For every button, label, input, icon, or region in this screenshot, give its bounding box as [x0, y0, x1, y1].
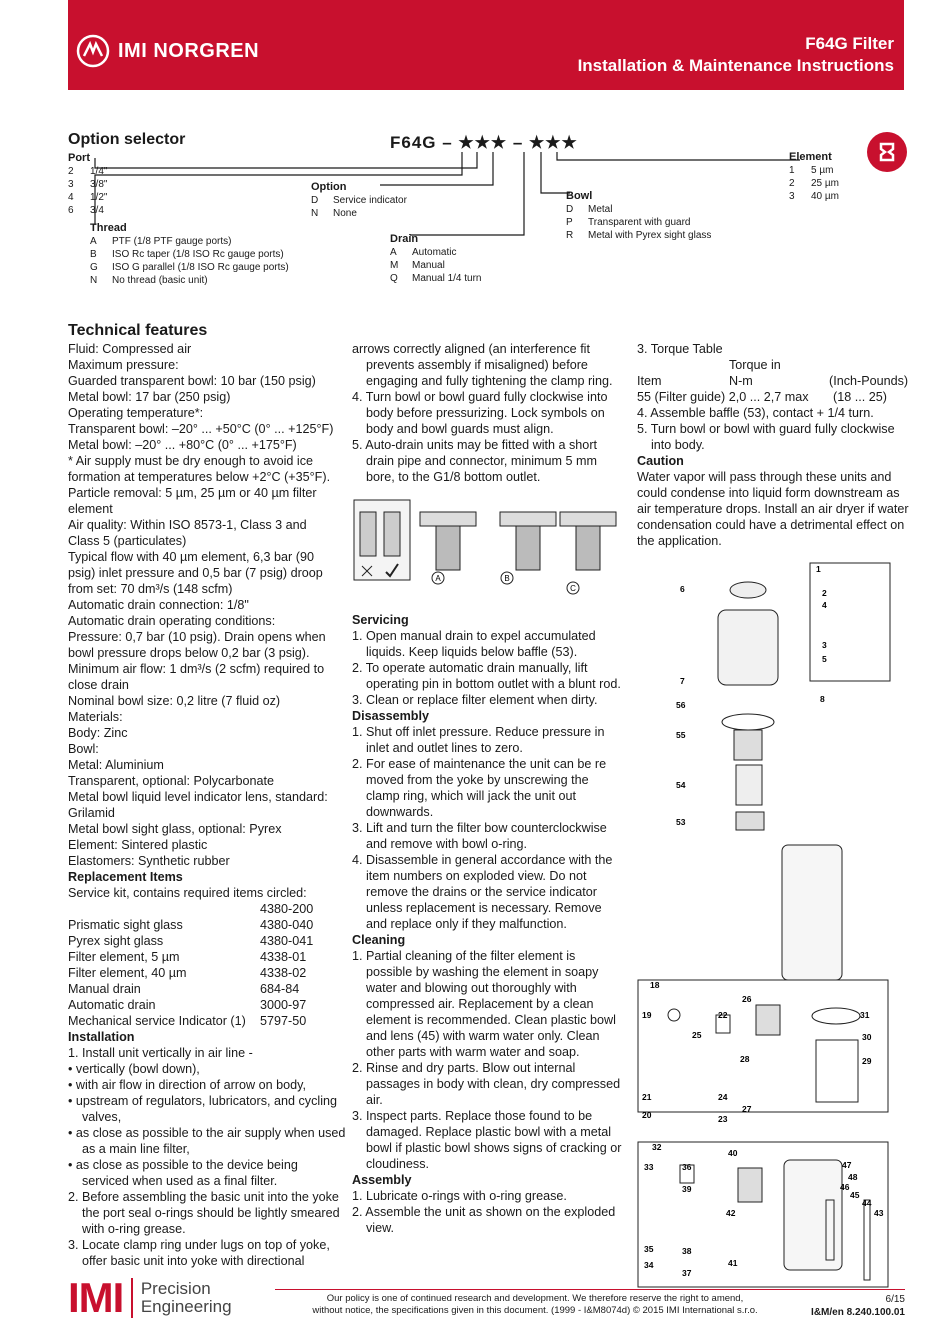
thread-desc: ISO G parallel (1/8 ISO Rc gauge ports) [112, 262, 289, 273]
torque-step: 5. Turn bowl or bowl with guard fully clockwise into body. [637, 422, 895, 452]
thread-desc: ISO Rc taper (1/8 ISO Rc gauge ports) [112, 249, 284, 260]
imi-tagline [141, 1280, 232, 1316]
callout-32: 32 [652, 1142, 662, 1152]
port-code: 3 [68, 179, 74, 190]
tech-line: Body: Zinc [68, 726, 128, 740]
callout-2: 2 [822, 588, 827, 598]
caution-text: Water vapor will pass through these units and could condense into liquid form downstream as air temperature drops. Install an air dryer if water condensation could have a detrimental effect on the application. [637, 470, 909, 548]
port-group [68, 152, 107, 217]
assembly-step: 2. Assemble the unit as shown on the exploded view. [352, 1205, 616, 1235]
replacement-item-row [68, 917, 348, 933]
item-number: 684-84 [260, 982, 300, 996]
item-number: 4380-041 [260, 934, 314, 948]
figure-label-a: A [435, 574, 441, 583]
tech-line: Fluid: Compressed air [68, 342, 192, 356]
torque-row-value: (18 ... 25) [833, 390, 887, 404]
installation-step: 2. Before assembling the basic unit into the yoke the port seal o-rings should be lightly smeared with o-ring grease. [68, 1190, 340, 1236]
service-kit-text: Service kit, contains required items circled: [68, 886, 307, 900]
installation-step: • as close as possible to the air supply when used as a main line filter, [68, 1126, 346, 1156]
tech-lines [68, 341, 348, 869]
element-desc: 40 µm [811, 191, 839, 202]
option-selector-heading: Option selector [68, 131, 186, 148]
installation-step: arrows correctly aligned (an interference fit prevents assembly if misaligned) before engaging and fully tightening the clamp ring. [352, 342, 613, 388]
callout-48: 48 [848, 1172, 858, 1182]
callout-41: 41 [728, 1258, 738, 1268]
callout-37: 37 [682, 1268, 692, 1278]
servicing-heading: Servicing [352, 613, 409, 627]
thread-group [90, 222, 289, 287]
item-number: 4338-01 [260, 950, 307, 964]
footer-rule [275, 1289, 905, 1290]
middle-column [352, 341, 624, 485]
cleaning-step: 1. Partial cleaning of the filter element is possible by washing the element in soapy water and blowing out thoroughly with compressed air. Replacement by a clean element is recommended. Clean plastic bowl and lens (45) with warm water only. Clean other parts with warm water and soap. [352, 949, 616, 1059]
servicing-step: 1. Open manual drain to expel accumulated liquids. Keep liquids below baffle (53). [352, 629, 596, 659]
tech-line: Nominal bowl size: 0,2 litre (7 fluid oz) [68, 694, 281, 708]
replacement-item-row [68, 949, 348, 965]
bowl-desc: Metal with Pyrex sight glass [588, 230, 712, 241]
callout-44: 44 [862, 1198, 872, 1208]
callout-47: 47 [842, 1160, 852, 1170]
assembly-heading: Assembly [352, 1173, 412, 1187]
bowl-desc: Metal [588, 204, 613, 215]
title-line-2: Installation & Maintenance Instructions [577, 56, 894, 75]
item-name: Filter element, 40 µm [68, 966, 187, 980]
tech-line: Pressure: 0,7 bar (10 psig). Drain opens when [68, 630, 326, 644]
disassembly-steps [352, 724, 624, 932]
callout-6: 6 [680, 584, 685, 594]
footer-docinfo [811, 1293, 905, 1319]
port-size: 1/2" [90, 192, 108, 203]
item-name: Mechanical service Indicator (1) [68, 1014, 246, 1028]
tech-line: Metal bowl: –20° ... +80°C (0° ... +175°F) [68, 438, 297, 452]
callout-19: 19 [642, 1010, 652, 1020]
brand-name: IMI NORGREN [118, 39, 260, 62]
callout-31: 31 [860, 1010, 870, 1020]
callout-7: 7 [680, 676, 685, 686]
torque-table-header [637, 373, 909, 389]
drain-code: M [390, 260, 399, 271]
callout-27: 27 [742, 1104, 752, 1114]
assembly-steps [352, 1188, 624, 1236]
tech-line: Elastomers: Synthetic rubber [68, 854, 230, 868]
thread-code: N [90, 275, 98, 286]
cleaning-steps [352, 948, 624, 1172]
technical-features-heading: Technical features [68, 322, 208, 339]
drain-desc: Automatic [412, 247, 457, 258]
option-desc: Service indicator [333, 195, 407, 206]
option-desc: None [333, 208, 357, 219]
tech-line: close drain [68, 678, 129, 692]
bowl-group [566, 190, 711, 242]
option-code: N [311, 208, 319, 219]
callout-54: 54 [676, 780, 686, 790]
element-title: Element [789, 151, 832, 163]
callout-8: 8 [820, 694, 825, 704]
port-code: 4 [68, 192, 74, 203]
assembly-step: 1. Lubricate o-rings with o-ring grease. [352, 1189, 567, 1203]
bowl-code: P [566, 217, 573, 228]
callout-42: 42 [726, 1208, 736, 1218]
servicing-steps [352, 628, 624, 708]
tech-line: Maximum pressure: [68, 358, 179, 372]
installation-step: • with air flow in direction of arrow on body, [68, 1078, 306, 1092]
installation-step: • vertically (bowl down), [68, 1062, 200, 1076]
bowl-code: D [566, 204, 574, 215]
item-name: Manual drain [68, 982, 141, 996]
tech-line: Particle removal: 5 µm, 25 µm or 40 µm filter [68, 486, 317, 500]
element-code: 3 [789, 191, 795, 202]
item-name: Automatic drain [68, 998, 156, 1012]
installation-step: • as close as possible to the device being serviced when used as a final filter. [68, 1158, 298, 1188]
page-number: 6/15 [885, 1294, 905, 1305]
item-name: Pyrex sight glass [68, 934, 164, 948]
torque-head-item: Item [637, 374, 662, 388]
replacement-item-row [68, 1013, 348, 1029]
drain-desc: Manual 1/4 turn [412, 273, 482, 284]
installation-continued [352, 341, 624, 485]
replacement-heading: Replacement Items [68, 870, 183, 884]
item-name: Prismatic sight glass [68, 918, 183, 932]
callout-53: 53 [676, 817, 686, 827]
tech-line: formation at temperatures below +2°C (+35°F). [68, 470, 331, 484]
figure-label-c: C [570, 584, 576, 593]
tech-line: Grilamid [68, 806, 115, 820]
tech-line: Automatic drain connection: 1/8" [68, 598, 249, 612]
drain-title: Drain [390, 233, 419, 245]
callout-28: 28 [740, 1054, 750, 1064]
torque-step: 4. Assemble baffle (53), contact + 1/4 turn. [637, 406, 874, 420]
port-code: 2 [68, 166, 74, 177]
port-title: Port [68, 152, 90, 164]
tagline-engineering: Engineering [140, 1297, 232, 1316]
item-name: Filter element, 5 µm [68, 950, 180, 964]
thread-code: G [90, 262, 98, 273]
thread-desc: PTF (1/8 PTF gauge ports) [112, 236, 232, 247]
disassembly-heading: Disassembly [352, 709, 430, 723]
tech-line: Metal bowl: 17 bar (250 psig) [68, 390, 231, 404]
torque-row-item: 55 (Filter guide) 2,0 ... 2,7 max [637, 390, 809, 404]
callout-39: 39 [682, 1184, 692, 1194]
disassembly-step: 2. For ease of maintenance the unit can be re moved from the yoke by unscrewing the clamp ring, which will jack the unit out downwards. [352, 757, 607, 819]
cleaning-step: 2. Rinse and dry parts. Blow out internal passages in body with clean, dry compressed air. [352, 1061, 621, 1107]
callout-23: 23 [718, 1114, 728, 1124]
tech-line: Transparent, optional: Polycarbonate [68, 774, 275, 788]
tech-line: Minimum air flow: 1 dm³/s (2 scfm) required to [68, 662, 325, 676]
tech-line: from set: 70 dm³/s (148 scfm) [68, 582, 233, 596]
drain-desc: Manual [412, 260, 445, 271]
callout-46: 46 [840, 1182, 850, 1192]
tagline-precision: Precision [140, 1279, 211, 1298]
callout-1: 1 [816, 564, 821, 574]
tech-line: Metal bowl sight glass, optional: Pyrex [68, 822, 282, 836]
thread-code: B [90, 249, 97, 260]
tech-line: Air quality: Within ISO 8573-1, Class 3 and [68, 518, 307, 532]
figure-label-b: B [504, 574, 510, 583]
cleaning-heading: Cleaning [352, 933, 406, 947]
element-desc: 25 µm [811, 178, 839, 189]
option-title: Option [311, 181, 347, 193]
callout-56: 56 [676, 700, 686, 710]
torque-head-nm: N-m [729, 374, 753, 388]
callout-36: 36 [682, 1162, 692, 1172]
option-code: D [311, 195, 319, 206]
footer-policy [270, 1293, 800, 1317]
element-code: 1 [789, 165, 795, 176]
tech-line: * Air supply must be dry enough to avoid ice [68, 454, 314, 468]
installation-step: • upstream of regulators, lubricators, and cycling valves, [68, 1094, 338, 1124]
drain-group [390, 233, 482, 285]
element-code: 2 [789, 178, 795, 189]
torque-head-inlb: (Inch-Pounds) [829, 374, 909, 388]
callout-21: 21 [642, 1092, 652, 1102]
callout-45: 45 [850, 1190, 860, 1200]
servicing-step: 3. Clean or replace filter element when dirty. [352, 693, 598, 707]
document-number: I&M/en 8.240.100.01 [811, 1307, 905, 1318]
installation-step: 4. Turn bowl or bowl guard fully clockwise into body before pressurizing. Lock symbols on body and bowl guards must align. [352, 390, 608, 436]
callout-3: 3 [822, 640, 827, 650]
item-number: 3000-97 [260, 998, 307, 1012]
replacement-item-row [68, 933, 348, 949]
callout-40: 40 [728, 1148, 738, 1158]
element-group [789, 151, 839, 203]
item-number: 4338-02 [260, 966, 307, 980]
installation-step: 3. Locate clamp ring under lugs on top of yoke, offer basic unit into yoke with directional [68, 1238, 330, 1268]
policy-line-1: Our policy is one of continued research and development. We therefore reserve the right to amend, [326, 1293, 744, 1304]
disassembly-step: 4. Disassemble in general accordance with the item numbers on exploded view. Do not remove the drains or the service indicator unless replacement is necessary. Remove and replace only if they malfunction. [352, 853, 613, 931]
tech-line: Guarded transparent bowl: 10 bar (150 psig) [68, 374, 316, 388]
tech-line: element [68, 502, 113, 516]
tech-line: Class 5 (particulates) [68, 534, 187, 548]
servicing-step: 2. To operate automatic drain manually, lift operating pin in bottom outlet with a blunt rod. [352, 661, 621, 691]
callout-22: 22 [718, 1010, 728, 1020]
tech-line: Transparent bowl: –20° ... +50°C (0° ... +125°F) [68, 422, 334, 436]
installation-steps [68, 1045, 348, 1269]
tech-line: Metal: Aluminium [68, 758, 164, 772]
drain-code: A [390, 247, 397, 258]
item-number: 4380-040 [260, 918, 314, 932]
installation-step: 1. Install unit vertically in air line - [68, 1046, 253, 1060]
bowl-desc: Transparent with guard [588, 217, 691, 228]
callout-26: 26 [742, 994, 752, 1004]
tech-line: Bowl: [68, 742, 99, 756]
thread-title: Thread [90, 222, 127, 234]
port-size: 3/4 [90, 205, 104, 216]
service-kit-number: 4380-200 [260, 902, 314, 916]
callout-55: 55 [676, 730, 686, 740]
replacement-items [68, 917, 348, 1029]
replacement-item-row [68, 997, 348, 1013]
drain-installation-figure [352, 492, 622, 597]
callout-34: 34 [644, 1260, 654, 1270]
replacement-item-row [68, 965, 348, 981]
torque-in-label: Torque in [729, 358, 781, 372]
tech-line: Element: Sintered plastic [68, 838, 208, 852]
right-column [637, 341, 909, 549]
port-size: 3/8" [90, 179, 108, 190]
callout-5: 5 [822, 654, 827, 664]
callout-4: 4 [822, 600, 827, 610]
model-code: F64G – ★★★ – ★★★ [390, 133, 578, 152]
tech-line: Automatic drain operating conditions: [68, 614, 276, 628]
cleaning-step: 3. Inspect parts. Replace those found to be damaged. Replace plastic bowl with a metal bowl if plastic bowl shows signs of cracking or cloudiness. [352, 1109, 622, 1171]
exploded-view-diagram [636, 560, 908, 1290]
option-group [311, 181, 407, 220]
tech-line: Materials: [68, 710, 123, 724]
torque-table-title: 3. Torque Table [637, 342, 723, 356]
right-steps [637, 405, 909, 453]
callout-20: 20 [642, 1110, 652, 1120]
maintenance-column [352, 612, 624, 1236]
policy-line-2: without notice, the specifications given in this document. (1999 - I&M8074d) © 2015 IMI International s.r.o. [312, 1305, 758, 1316]
callout-35: 35 [644, 1244, 654, 1254]
port-size: 1/4" [90, 166, 108, 177]
tech-line: Typical flow with 40 µm element, 6,3 bar (90 [68, 550, 314, 564]
tech-line: psig) inlet pressure and 0,5 bar (7 psig) droop [68, 566, 323, 580]
bowl-title: Bowl [566, 190, 593, 202]
disassembly-step: 3. Lift and turn the filter bow counterclockwise and remove with bowl o-ring. [352, 821, 607, 851]
callout-43: 43 [874, 1208, 884, 1218]
callout-25: 25 [692, 1030, 702, 1040]
port-code: 6 [68, 205, 74, 216]
caution-heading: Caution [637, 454, 684, 468]
thread-desc: No thread (basic unit) [112, 275, 208, 286]
item-number: 5797-50 [260, 1014, 307, 1028]
callout-24: 24 [718, 1092, 728, 1102]
callout-18: 18 [650, 980, 660, 990]
technical-features-column [68, 341, 348, 1269]
title-line-1: F64G Filter [805, 34, 894, 53]
torque-table-row [637, 389, 909, 405]
element-desc: 5 µm [811, 165, 834, 176]
callout-33: 33 [644, 1162, 654, 1172]
imi-logo-text: IMI [68, 1274, 124, 1321]
installation-step: 5. Auto-drain units may be fitted with a short drain pipe and connector, minimum 5 mm bore, to the G1/8 bottom outlet. [352, 438, 598, 484]
installation-heading: Installation [68, 1030, 135, 1044]
callout-38: 38 [682, 1246, 692, 1256]
replacement-item-row [68, 981, 348, 997]
bowl-code: R [566, 230, 574, 241]
drain-code: Q [390, 273, 398, 284]
imi-footer-logo [68, 1274, 232, 1322]
tech-line: Operating temperature*: [68, 406, 204, 420]
thread-code: A [90, 236, 97, 247]
disassembly-step: 1. Shut off inlet pressure. Reduce pressure in inlet and outlet lines to zero. [352, 725, 605, 755]
callout-29: 29 [862, 1056, 872, 1066]
tech-line: bowl pressure drops below 0,2 bar (3 psig). [68, 646, 310, 660]
callout-30: 30 [862, 1032, 872, 1042]
tech-line: Metal bowl liquid level indicator lens, standard: [68, 790, 328, 804]
